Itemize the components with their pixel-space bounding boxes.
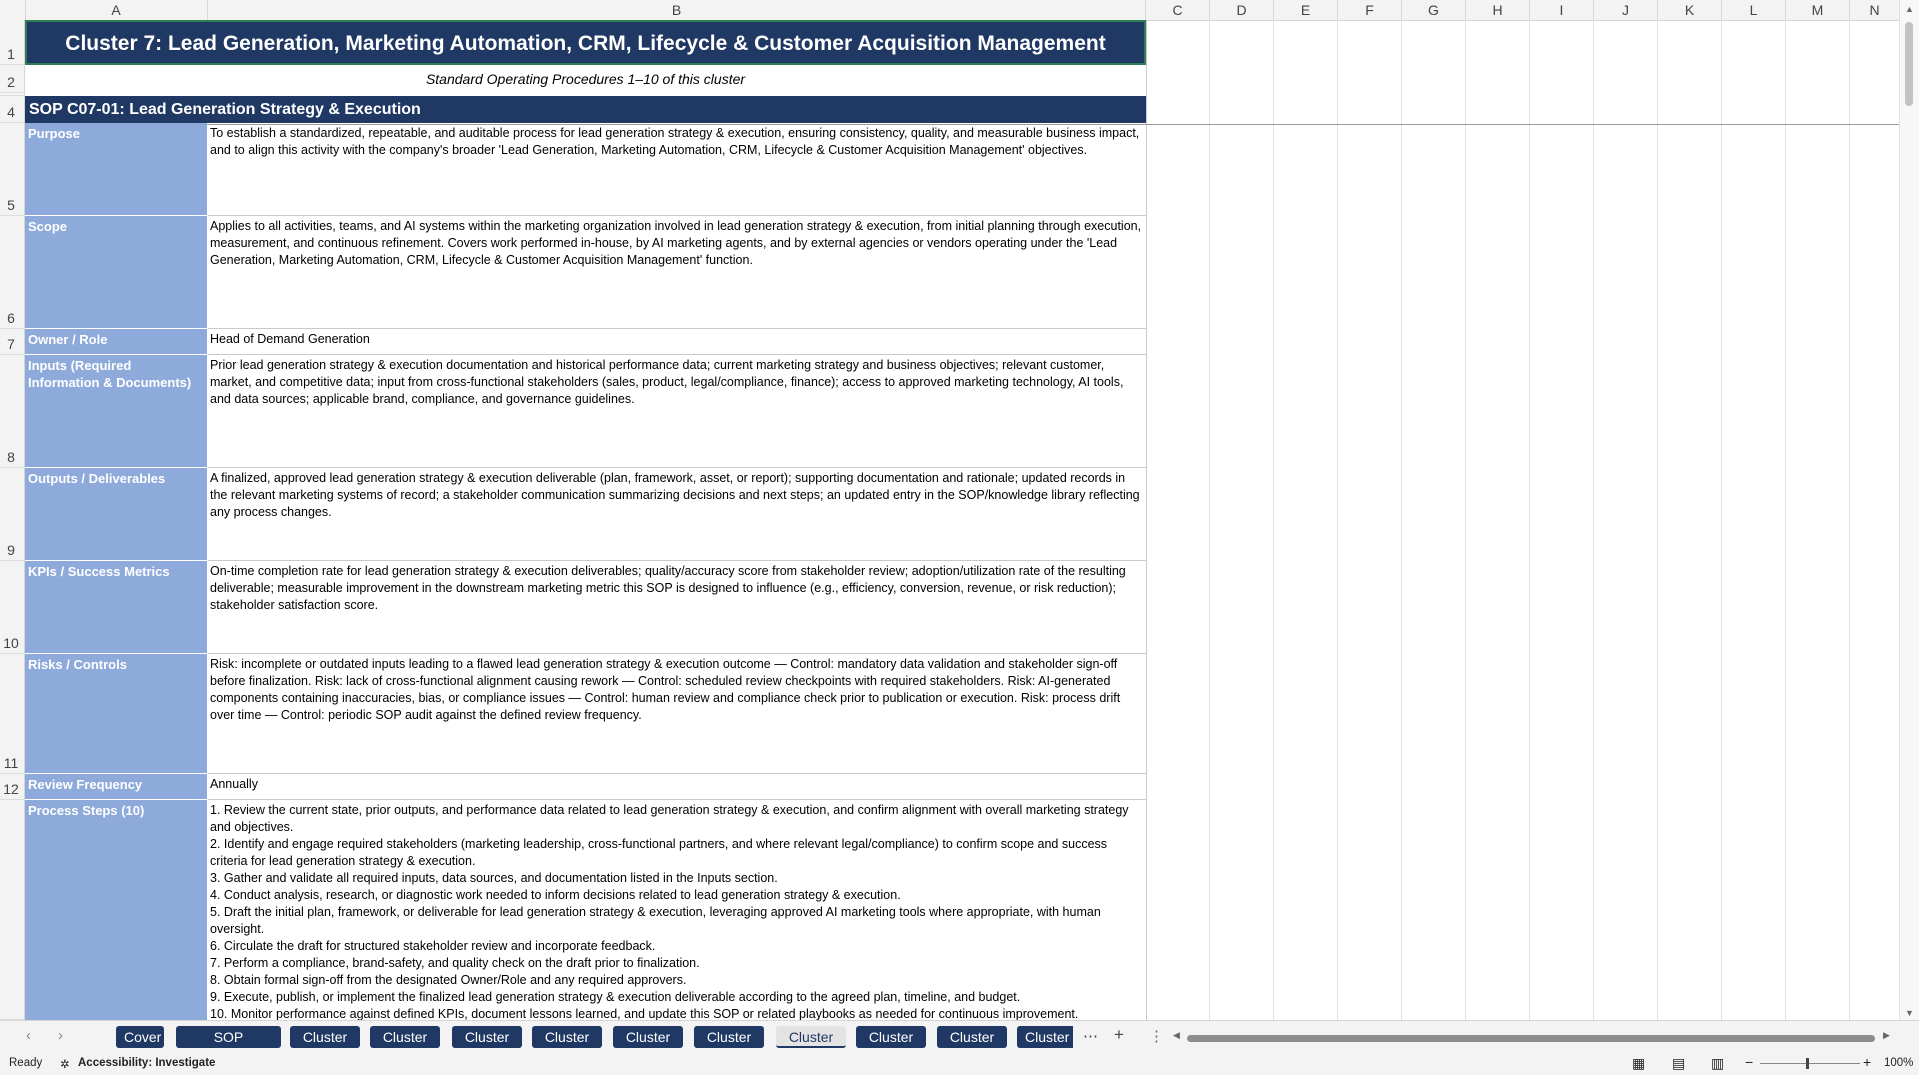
tab-cluster-7[interactable]: Cluster <box>776 1026 846 1048</box>
column-header-bar <box>0 0 1900 21</box>
label-owner-role[interactable]: Owner / Role <box>25 329 207 355</box>
zoom-slider-handle[interactable] <box>1806 1058 1809 1069</box>
tab-sop-overview[interactable]: SOP <box>176 1026 281 1048</box>
label-review-frequency[interactable]: Review Frequency <box>25 774 207 800</box>
row-header-8[interactable]: 8 <box>0 355 25 468</box>
normal-view-icon[interactable]: ▦ <box>1632 1055 1646 1071</box>
row-header-10[interactable]: 10 <box>0 561 25 654</box>
tab-cluster-8[interactable]: Cluster <box>856 1026 926 1048</box>
zoom-out-icon[interactable]: − <box>1745 1054 1754 1070</box>
tab-cluster-6[interactable]: Cluster <box>694 1026 764 1048</box>
page-break-preview-icon[interactable]: ▥ <box>1711 1055 1725 1071</box>
column-header-k[interactable]: K <box>1658 0 1722 20</box>
tab-scroll-left-icon[interactable]: ‹ <box>26 1027 31 1044</box>
row-header-11[interactable]: 11 <box>0 654 25 774</box>
hscroll-left-icon[interactable]: ◀ <box>1173 1030 1180 1040</box>
row-header-6[interactable]: 6 <box>0 216 25 329</box>
scroll-up-icon[interactable]: ▲ <box>1905 4 1914 14</box>
row-header-1[interactable]: 1 <box>0 20 25 65</box>
label-inputs[interactable]: Inputs (Required Information & Documents) <box>25 355 207 468</box>
horizontal-scroll-thumb[interactable] <box>1187 1035 1875 1042</box>
value-scope[interactable]: Applies to all activities, teams, and AI systems within the marketing organization involved in lead generation strategy & execution, from initial planning through execution, measurement, and continuous refinement. Covers work performed in-house, by AI marketing agents, and by external agencies or vendors operating under the 'Lead Generation, Marketing Automation, CRM, Lifecycle & Customer Acquisition Management' function. <box>208 216 1146 329</box>
column-header-e[interactable]: E <box>1274 0 1338 20</box>
select-all-corner[interactable] <box>0 0 26 20</box>
horizontal-scrollbar[interactable] <box>1175 1033 1895 1043</box>
column-header-f[interactable]: F <box>1338 0 1402 20</box>
status-bar <box>0 1052 1919 1075</box>
tab-cluster-partial[interactable]: Cluster <box>1017 1026 1073 1048</box>
label-kpis[interactable]: KPIs / Success Metrics <box>25 561 207 654</box>
vertical-scrollbar[interactable] <box>1899 0 1919 1020</box>
row-header-12[interactable]: 12 <box>0 774 25 800</box>
column-header-g[interactable]: G <box>1402 0 1466 20</box>
column-header-c[interactable]: C <box>1146 0 1210 20</box>
column-header-h[interactable]: H <box>1466 0 1530 20</box>
value-outputs[interactable]: A finalized, approved lead generation strategy & execution deliverable (plan, framework, asset, or report); supporting documentation and rationale; updated records in the relevant marketing systems of record; a stakeholder communication summarizing decisions and next steps; an updated entry in the SOP/knowledge library reflecting any process changes. <box>208 468 1146 561</box>
value-process-steps[interactable]: 1. Review the current state, prior outputs, and performance data related to lead generation strategy & execution, and confirm alignment with overall marketing strategy and objectives. 2. Identify and engage required stakeholders (marketing leadership, cross-functional partners, and where relevant legal/compliance) to confirm scope and success criteria for lead generation strategy & execution. 3. Gather and validate all required inputs, data sources, and documentation listed in the Inputs section. 4. Conduct analysis, research, or diagnostic work needed to inform decisions related to lead generation strategy & execution. 5. Draft the initial plan, framework, or deliverable for lead generation strategy & execution, leveraging approved AI marketing tools where appropriate, with human oversight. 6. Circulate the draft for structured stakeholder review and incorporate feedback. 7. Perform a compliance, brand-safety, and quality check on the draft prior to finalization. 8. Obtain formal sign-off from the designated Owner/Role and any required approvers. 9. Execute, publish, or implement the finalized lead generation strategy & execution deliverable according to the agreed plan, timeline, and budget. 10. Monitor performance against defined KPIs, document lessons learned, and update this SOP or related playbooks as needed for continuous improvement. <box>208 800 1146 1020</box>
value-purpose[interactable]: To establish a standardized, repeatable, and auditable process for lead generation strategy & execution, ensuring consistency, quality, and measurable business impact, and to align this activity with the company's broader 'Lead Generation, Marketing Automation, CRM, Lifecycle & Customer Acquisition Management' objectives. <box>208 123 1146 216</box>
tab-cluster-3[interactable]: Cluster <box>452 1026 522 1048</box>
tab-cluster-1[interactable]: Cluster <box>290 1026 360 1048</box>
tab-cover[interactable]: Cover <box>116 1026 164 1048</box>
status-ready: Ready <box>9 1057 43 1069</box>
column-header-d[interactable]: D <box>1210 0 1274 20</box>
accessibility-status[interactable]: Accessibility: Investigate <box>78 1057 216 1069</box>
zoom-level[interactable]: 100% <box>1884 1057 1914 1069</box>
row-header-7[interactable]: 7 <box>0 329 25 355</box>
column-header-i[interactable]: I <box>1530 0 1594 20</box>
column-header-b[interactable]: B <box>208 0 1146 20</box>
label-purpose[interactable]: Purpose <box>25 123 207 216</box>
value-risks-controls[interactable]: Risk: incomplete or outdated inputs leading to a flawed lead generation strategy & execution outcome — Control: mandatory data validation and stakeholder sign-off before finalization. Risk: lack of cross-functional alignment causing rework — Control: scheduled review checkpoints with required stakeholders. Risk: AI-generated components containing inaccuracies, bias, or compliance issues — Control: human review and compliance check prior to publication or execution. Risk: process drift over time — Control: periodic SOP audit against the defined review frequency. <box>208 654 1146 774</box>
hscroll-right-icon[interactable]: ▶ <box>1883 1030 1890 1040</box>
tab-cluster-4[interactable]: Cluster <box>532 1026 602 1048</box>
row-header-5[interactable]: 5 <box>0 123 25 216</box>
label-process-steps[interactable]: Process Steps (10) <box>25 800 207 1020</box>
sop-heading-cell[interactable]: SOP C07-01: Lead Generation Strategy & Execution <box>25 96 1146 123</box>
sheet-subtitle-cell[interactable]: Standard Operating Procedures 1–10 of this cluster <box>425 71 746 87</box>
row-header-13[interactable] <box>0 800 25 1020</box>
add-sheet-icon[interactable]: + <box>1114 1025 1124 1044</box>
accessibility-icon[interactable]: ✲ <box>60 1059 70 1071</box>
column-header-l[interactable]: L <box>1722 0 1786 20</box>
worksheet-grid[interactable] <box>25 20 1900 1020</box>
value-inputs[interactable]: Prior lead generation strategy & execution documentation and historical performance data; current marketing strategy and business objectives; relevant customer, market, and competitive data; input from cross-functional stakeholders (sales, product, legal/compliance, finance); access to approved marketing technology, AI tools, and data sources; applicable brand, compliance, and governance guidelines. <box>208 355 1146 468</box>
tab-cluster-5[interactable]: Cluster <box>613 1026 683 1048</box>
more-tabs-icon[interactable]: ⋯ <box>1083 1028 1098 1045</box>
value-review-frequency[interactable]: Annually <box>208 774 1146 800</box>
column-header-n[interactable]: N <box>1850 0 1900 20</box>
zoom-slider[interactable] <box>1760 1063 1860 1064</box>
column-header-m[interactable]: M <box>1786 0 1850 20</box>
row-header-4[interactable]: 4 <box>0 96 25 123</box>
tab-options-icon[interactable]: ⋮ <box>1149 1028 1164 1045</box>
label-outputs[interactable]: Outputs / Deliverables <box>25 468 207 561</box>
column-header-a[interactable]: A <box>25 0 208 20</box>
value-kpis[interactable]: On-time completion rate for lead generation strategy & execution deliverables; quality/accuracy score from stakeholder review; adoption/utilization rate of the resulting deliverable; measurable improvement in the downstream marketing metric this SOP is designed to influence (e.g., efficiency, conversion, revenue, or risk reduction); stakeholder satisfaction score. <box>208 561 1146 654</box>
row-header-9[interactable]: 9 <box>0 468 25 561</box>
scroll-down-icon[interactable]: ▼ <box>1905 1008 1914 1018</box>
label-risks-controls[interactable]: Risks / Controls <box>25 654 207 774</box>
sheet-title-cell[interactable]: Cluster 7: Lead Generation, Marketing Automation, CRM, Lifecycle & Customer Acquisition Management <box>25 20 1146 65</box>
tab-cluster-9[interactable]: Cluster <box>937 1026 1007 1048</box>
column-header-j[interactable]: J <box>1594 0 1658 20</box>
tab-cluster-2[interactable]: Cluster <box>370 1026 440 1048</box>
label-scope[interactable]: Scope <box>25 216 207 329</box>
value-owner-role[interactable]: Head of Demand Generation <box>208 329 1146 355</box>
tab-scroll-right-icon[interactable]: › <box>58 1027 63 1044</box>
row-header-2[interactable]: 2 <box>0 65 25 93</box>
vertical-scroll-thumb[interactable] <box>1905 22 1913 106</box>
zoom-in-icon[interactable]: + <box>1863 1054 1872 1070</box>
page-layout-icon[interactable]: ▤ <box>1672 1055 1686 1071</box>
